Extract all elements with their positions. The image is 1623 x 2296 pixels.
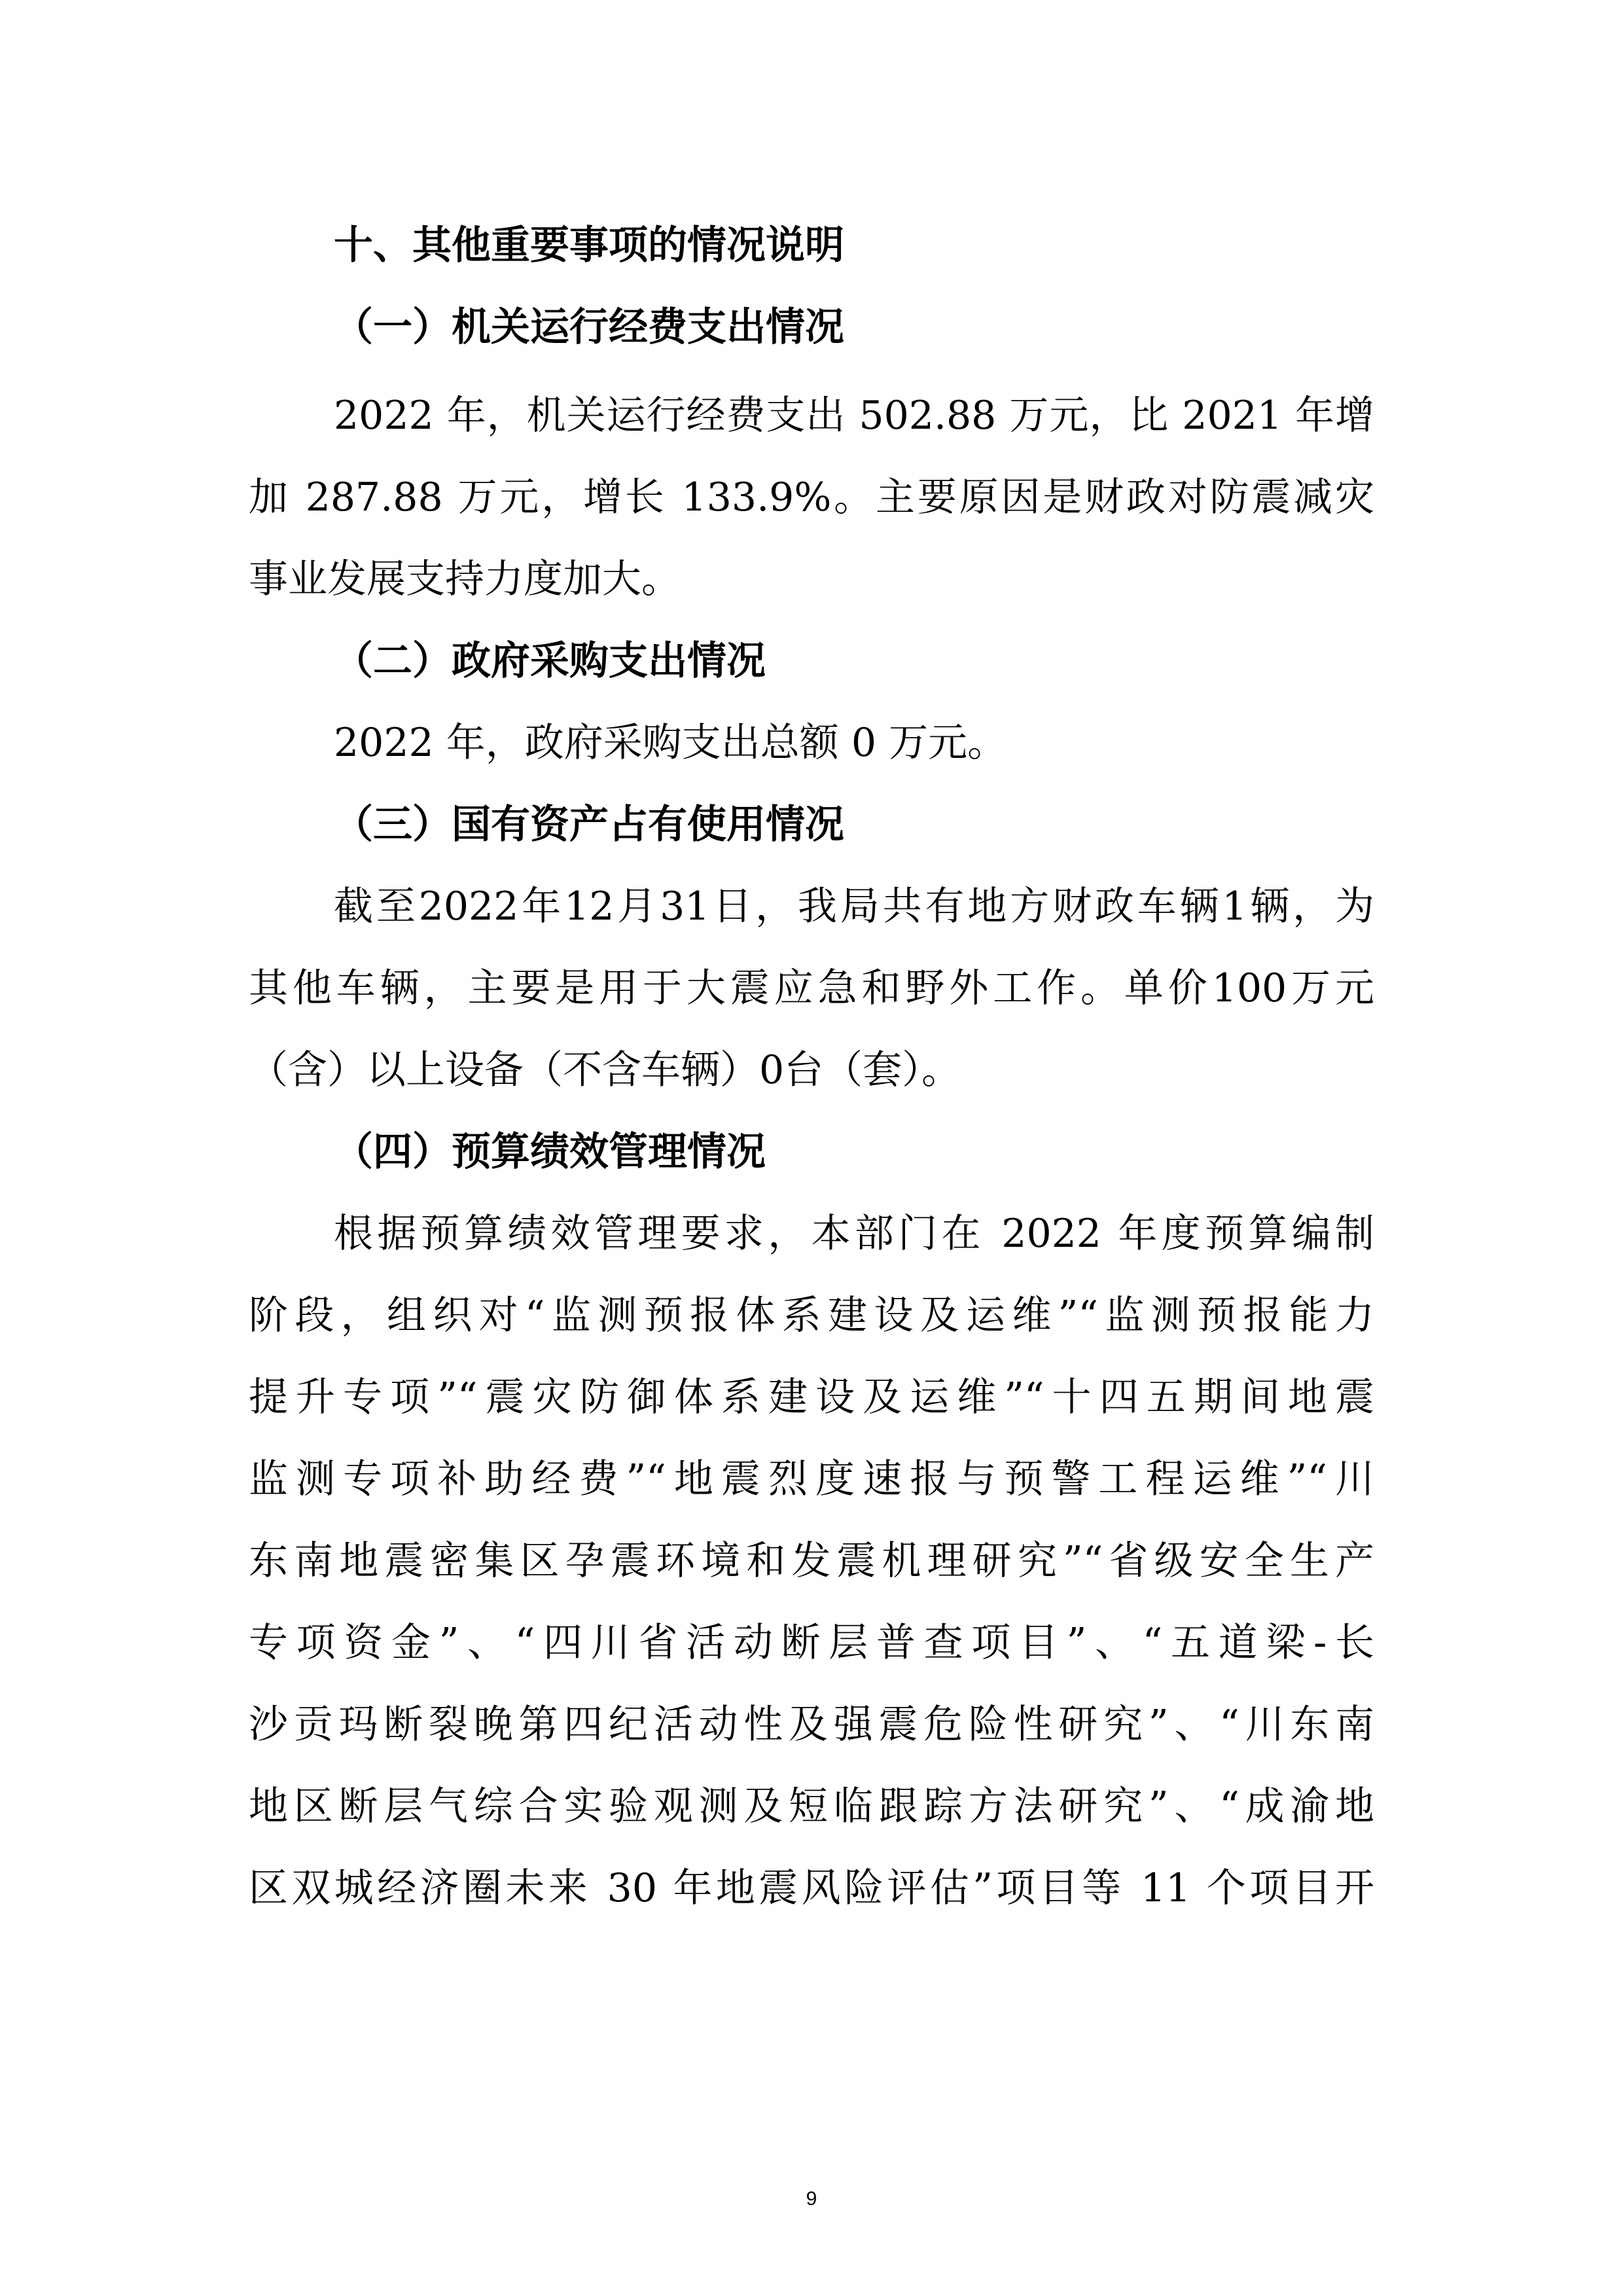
page-number: 9 xyxy=(806,2188,817,2210)
paragraph-line: 根据预算绩效管理要求，本部门在 2022 年度预算编制 xyxy=(334,1211,1374,1257)
paragraph-line: 2022 年，机关运行经费支出 502.88 万元，比 2021 年增 xyxy=(334,393,1374,439)
paragraph-line: 2022 年，政府采购支出总额 0 万元。 xyxy=(334,720,1007,766)
paragraph-line: 事业发展支持力度加大。 xyxy=(249,556,681,602)
subsection-heading-2: （二）政府采购支出情况 xyxy=(334,638,766,684)
paragraph-line: （含）以上设备（不含车辆）0台（套）。 xyxy=(249,1047,961,1093)
subsection-heading-3: （三）国有资产占有使用情况 xyxy=(334,802,844,848)
paragraph-line: 东南地震密集区孕震环境和发震机理研究”“省级安全生产 xyxy=(249,1538,1374,1584)
paragraph-line: 提升专项”“震灾防御体系建设及运维”“十四五期间地震 xyxy=(249,1374,1374,1420)
paragraph-line: 监测专项补助经费”“地震烈度速报与预警工程运维”“川 xyxy=(249,1456,1374,1502)
subsection-heading-1: （一）机关运行经费支出情况 xyxy=(334,304,844,350)
paragraph-line: 截至2022年12月31日，我局共有地方财政车辆1辆，为 xyxy=(334,884,1374,929)
section-title: 十、其他重要事项的情况说明 xyxy=(334,223,844,268)
paragraph-line: 沙贡玛断裂晚第四纪活动性及强震危险性研究”、“川东南 xyxy=(249,1702,1374,1748)
subsection-heading-4: （四）预算绩效管理情况 xyxy=(334,1129,766,1175)
paragraph-line: 加 287.88 万元，增长 133.9%。主要原因是财政对防震减灾 xyxy=(249,475,1374,520)
paragraph-line: 其他车辆，主要是用于大震应急和野外工作。单价100万元 xyxy=(249,965,1374,1011)
paragraph-line: 区双城经济圈未来 30 年地震风险评估”项目等 11 个项目开 xyxy=(249,1865,1374,1911)
paragraph-line: 地区断层气综合实验观测及短临跟踪方法研究”、“成渝地 xyxy=(249,1784,1374,1829)
paragraph-line: 阶段，组织对“监测预报体系建设及运维”“监测预报能力 xyxy=(249,1293,1374,1338)
paragraph-line: 专项资金”、“四川省活动断层普查项目”、“五道梁-长 xyxy=(249,1620,1374,1666)
